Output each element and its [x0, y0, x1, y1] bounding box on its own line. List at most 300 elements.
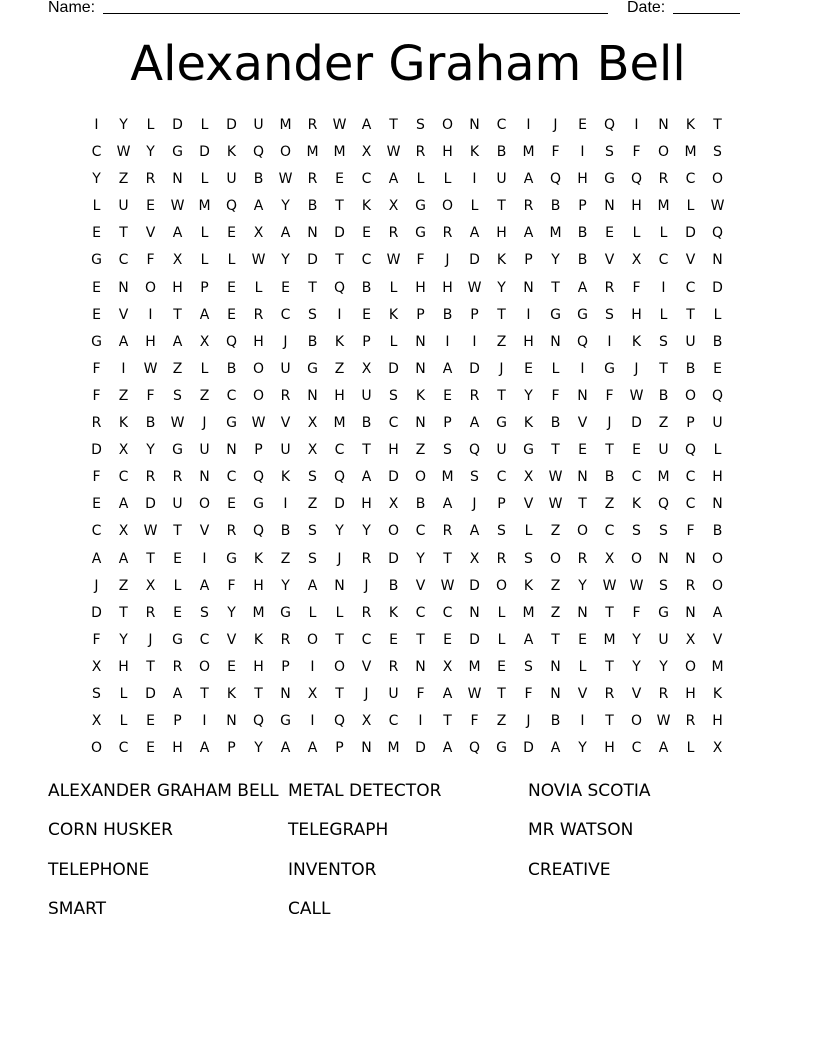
grid-letter: T	[605, 658, 614, 675]
grid-letter: E	[389, 631, 398, 648]
grid-letter: Q	[711, 387, 724, 404]
grid-letter: T	[416, 631, 425, 648]
grid-letter: Z	[550, 523, 561, 540]
grid-letter: F	[632, 144, 641, 161]
grid-letter: O	[441, 117, 454, 133]
grid-letter: A	[523, 171, 534, 188]
grid-letter: T	[173, 306, 182, 323]
grid-letter: W	[548, 496, 563, 513]
grid-letter: H	[442, 279, 453, 296]
grid-letter: R	[469, 387, 480, 404]
grid-letter: R	[145, 171, 156, 188]
grid-letter: V	[199, 523, 210, 540]
grid-letter: A	[91, 550, 102, 567]
grid-letter: A	[523, 225, 534, 242]
grid-letter: E	[578, 631, 587, 648]
grid-letter: K	[361, 198, 372, 215]
grid-letter: L	[335, 604, 344, 621]
grid-letter: Y	[227, 604, 236, 621]
grid-letter: B	[577, 225, 588, 242]
grid-letter: Z	[334, 360, 345, 377]
grid-letter: M	[333, 144, 346, 161]
grid-letter: Z	[307, 496, 318, 513]
grid-letter: N	[226, 713, 237, 730]
grid-letter: R	[577, 550, 588, 567]
grid-letter: J	[148, 631, 153, 648]
grid-letter: S	[605, 306, 614, 323]
grid-letter: B	[280, 523, 291, 540]
grid-letter: A	[550, 740, 561, 757]
grid-letter: C	[496, 469, 507, 486]
grid-letter: N	[307, 387, 318, 404]
grid-letter: P	[281, 658, 290, 675]
grid-letter: S	[443, 442, 452, 459]
grid-letter: E	[227, 306, 236, 323]
grid-letter: R	[361, 550, 372, 567]
grid-letter: F	[227, 577, 236, 594]
grid-letter: J	[94, 577, 99, 594]
grid-letter: D	[307, 252, 318, 269]
grid-letter: R	[280, 631, 291, 648]
grid-letter: T	[497, 198, 506, 215]
grid-letter: I	[472, 171, 477, 188]
grid-letter: R	[415, 144, 426, 161]
grid-letter: C	[199, 631, 210, 648]
grid-letter: E	[632, 442, 641, 459]
grid-letter: K	[253, 550, 264, 567]
grid-letter: R	[172, 469, 183, 486]
grid-letter: R	[307, 171, 318, 188]
grid-letter: E	[146, 740, 155, 757]
grid-letter: Q	[657, 496, 670, 513]
grid-letter: S	[173, 387, 182, 404]
grid-letter: E	[443, 631, 452, 648]
grid-letter: C	[685, 171, 696, 188]
grid-letter: Y	[254, 740, 263, 757]
grid-letter: Y	[146, 144, 155, 161]
grid-letter: M	[522, 144, 535, 161]
grid-letter: F	[92, 469, 101, 486]
grid-letter: P	[686, 415, 695, 432]
grid-letter: I	[310, 713, 315, 730]
grid-letter: H	[523, 333, 534, 350]
grid-letter: Y	[578, 577, 587, 594]
grid-letter: I	[634, 117, 639, 133]
grid-letter: X	[199, 333, 210, 350]
grid-letter: M	[684, 144, 697, 161]
grid-letter: P	[200, 279, 209, 296]
grid-letter: H	[442, 144, 453, 161]
grid-letter: W	[386, 252, 401, 269]
grid-letter: T	[686, 306, 695, 323]
grid-letter: K	[631, 496, 642, 513]
grid-letter: P	[335, 740, 344, 757]
grid-letter: A	[172, 333, 183, 350]
grid-letter: T	[335, 252, 344, 269]
grid-letter: K	[712, 685, 723, 702]
grid-letter: X	[91, 658, 102, 675]
grid-letter: Z	[496, 713, 507, 730]
grid-letter: W	[467, 685, 482, 702]
grid-letter: F	[686, 523, 695, 540]
grid-letter: T	[146, 550, 155, 567]
grid-letter: A	[442, 496, 453, 513]
grid-letter: B	[712, 333, 723, 350]
grid-letter: Z	[118, 577, 129, 594]
grid-letter: Z	[658, 415, 669, 432]
grid-letter: Q	[333, 279, 346, 296]
grid-letter: D	[226, 117, 237, 133]
grid-letter: D	[388, 550, 399, 567]
grid-letter: Y	[362, 523, 371, 540]
grid-letter: H	[172, 279, 183, 296]
grid-letter: N	[577, 604, 588, 621]
grid-letter: C	[631, 469, 642, 486]
grid-letter: M	[387, 740, 400, 757]
grid-letter: B	[226, 360, 237, 377]
grid-letter: N	[712, 496, 723, 513]
grid-letter: Y	[119, 117, 128, 133]
grid-letter: E	[524, 360, 533, 377]
grid-letter: V	[577, 415, 588, 432]
grid-letter: U	[658, 631, 669, 648]
grid-letter: K	[496, 252, 507, 269]
grid-letter: L	[497, 631, 506, 648]
grid-letter: C	[280, 306, 291, 323]
grid-letter: L	[470, 198, 479, 215]
grid-letter: W	[710, 198, 725, 215]
grid-letter: V	[145, 225, 156, 242]
grid-letter: S	[308, 469, 317, 486]
grid-letter: W	[386, 144, 401, 161]
grid-letter: Z	[118, 171, 129, 188]
grid-letter: X	[172, 252, 183, 269]
grid-letter: F	[92, 387, 101, 404]
grid-letter: O	[252, 360, 265, 377]
grid-letter: E	[227, 225, 236, 242]
grid-letter: W	[440, 577, 455, 594]
grid-letter: S	[659, 577, 668, 594]
grid-letter: E	[173, 550, 182, 567]
word-list-item: INVENTOR	[288, 859, 377, 880]
grid-letter: A	[172, 685, 183, 702]
grid-letter: H	[118, 658, 129, 675]
grid-letter: X	[388, 496, 399, 513]
grid-letter: V	[226, 631, 237, 648]
grid-letter: H	[712, 713, 723, 730]
grid-letter: D	[469, 631, 480, 648]
grid-letter: I	[445, 333, 450, 350]
grid-letter: E	[92, 496, 101, 513]
grid-letter: S	[200, 604, 209, 621]
grid-letter: Y	[632, 631, 641, 648]
grid-letter: U	[280, 442, 291, 459]
grid-letter: M	[198, 198, 211, 215]
grid-letter: Y	[281, 198, 290, 215]
grid-letter: Y	[632, 658, 641, 675]
grid-letter: B	[604, 469, 615, 486]
grid-letter: B	[685, 360, 696, 377]
grid-letter: D	[523, 740, 534, 757]
grid-letter: Q	[630, 171, 643, 188]
grid-letter: N	[469, 117, 480, 133]
grid-letter: O	[711, 550, 724, 567]
grid-letter: Y	[578, 740, 587, 757]
grid-letter: Q	[252, 713, 265, 730]
grid-letter: K	[388, 306, 399, 323]
grid-letter: T	[497, 685, 506, 702]
grid-letter: Y	[524, 387, 533, 404]
grid-letter: I	[580, 360, 585, 377]
grid-letter: X	[361, 360, 372, 377]
grid-letter: U	[388, 685, 399, 702]
grid-letter: K	[334, 333, 345, 350]
grid-letter: C	[91, 144, 102, 161]
grid-letter: A	[253, 198, 264, 215]
grid-letter: D	[415, 740, 426, 757]
grid-letter: H	[361, 496, 372, 513]
grid-letter: N	[280, 685, 291, 702]
grid-letter: R	[685, 713, 696, 730]
grid-letter: G	[172, 442, 183, 459]
name-label: Name:	[48, 0, 96, 16]
grid-letter: W	[467, 279, 482, 296]
grid-letter: Y	[335, 523, 344, 540]
grid-letter: X	[388, 198, 399, 215]
grid-letter: Q	[252, 523, 265, 540]
grid-letter: S	[470, 469, 479, 486]
word-list-item: TELEGRAPH	[288, 820, 389, 841]
grid-letter: A	[199, 577, 210, 594]
grid-letter: J	[202, 415, 207, 432]
grid-letter: Y	[659, 658, 668, 675]
grid-letter: U	[658, 442, 669, 459]
grid-letter: O	[144, 279, 157, 296]
grid-letter: X	[118, 523, 129, 540]
grid-letter: E	[443, 387, 452, 404]
grid-letter: N	[550, 333, 561, 350]
grid-letter: M	[603, 631, 616, 648]
grid-letter: R	[388, 658, 399, 675]
grid-letter: S	[416, 117, 425, 133]
grid-letter: G	[577, 306, 588, 323]
grid-letter: E	[227, 658, 236, 675]
grid-letter: K	[469, 144, 480, 161]
grid-letter: N	[172, 171, 183, 188]
grid-letter: G	[415, 225, 426, 242]
grid-letter: K	[118, 415, 129, 432]
grid-letter: J	[283, 333, 288, 350]
grid-letter: L	[200, 225, 209, 242]
grid-letter: T	[551, 631, 560, 648]
grid-letter: C	[361, 631, 372, 648]
grid-letter: N	[415, 360, 426, 377]
grid-letter: B	[658, 387, 669, 404]
grid-letter: Q	[252, 144, 265, 161]
grid-letter: M	[711, 658, 724, 675]
grid-letter: G	[658, 604, 669, 621]
grid-letter: H	[172, 740, 183, 757]
grid-letter: W	[170, 415, 185, 432]
grid-letter: W	[278, 171, 293, 188]
grid-letter: Q	[468, 442, 481, 459]
grid-letter: S	[659, 523, 668, 540]
grid-letter: C	[685, 496, 696, 513]
grid-letter: A	[469, 523, 480, 540]
grid-letter: L	[389, 333, 398, 350]
grid-letter: X	[307, 442, 318, 459]
grid-letter: M	[468, 658, 481, 675]
grid-letter: F	[146, 387, 155, 404]
grid-letter: H	[145, 333, 156, 350]
grid-letter: R	[253, 306, 264, 323]
grid-letter: K	[685, 117, 696, 133]
grid-letter: B	[361, 415, 372, 432]
grid-letter: F	[632, 604, 641, 621]
grid-letter: U	[199, 442, 210, 459]
grid-letter: Y	[416, 550, 425, 567]
grid-letter: O	[252, 387, 265, 404]
grid-letter: C	[388, 713, 399, 730]
grid-letter: X	[469, 550, 480, 567]
grid-letter: C	[91, 523, 102, 540]
grid-letter: H	[388, 442, 399, 459]
grid-letter: C	[334, 442, 345, 459]
grid-letter: L	[119, 713, 128, 730]
grid-letter: X	[91, 713, 102, 730]
grid-letter: E	[497, 658, 506, 675]
grid-letter: K	[523, 415, 534, 432]
grid-letter: M	[441, 469, 454, 486]
grid-letter: I	[94, 117, 99, 133]
grid-letter: K	[523, 577, 534, 594]
grid-letter: E	[92, 225, 101, 242]
grid-letter: T	[605, 442, 614, 459]
grid-letter: W	[602, 577, 617, 594]
word-list-item: NOVIA SCOTIA	[528, 781, 651, 801]
grid-letter: Z	[604, 496, 615, 513]
grid-letter: D	[199, 144, 210, 161]
grid-letter: S	[308, 306, 317, 323]
grid-letter: C	[226, 469, 237, 486]
grid-letter: E	[362, 306, 371, 323]
grid-letter: T	[362, 442, 371, 459]
grid-letter: L	[659, 225, 668, 242]
grid-letter: L	[686, 198, 695, 215]
grid-letter: D	[145, 496, 156, 513]
grid-letter: T	[308, 279, 317, 296]
grid-letter: R	[280, 387, 291, 404]
grid-letter: O	[441, 198, 454, 215]
header-row	[48, 0, 748, 20]
grid-letter: T	[173, 523, 182, 540]
grid-letter: B	[307, 198, 318, 215]
grid-letter: N	[577, 469, 588, 486]
grid-letter: S	[605, 144, 614, 161]
grid-letter: P	[470, 306, 479, 323]
grid-letter: N	[361, 740, 372, 757]
grid-letter: I	[472, 333, 477, 350]
grid-letter: V	[631, 685, 642, 702]
grid-letter: A	[577, 279, 588, 296]
grid-letter: K	[631, 333, 642, 350]
grid-letter: K	[253, 631, 264, 648]
grid-letter: W	[629, 577, 644, 594]
grid-letter: F	[92, 631, 101, 648]
grid-letter: J	[607, 415, 612, 432]
grid-letter: A	[469, 415, 480, 432]
grid-letter: P	[443, 415, 452, 432]
grid-letter: W	[143, 523, 158, 540]
grid-letter: J	[364, 577, 369, 594]
grid-letter: M	[657, 469, 670, 486]
word-list-item: SMART	[48, 899, 107, 920]
grid-letter: C	[118, 469, 129, 486]
grid-letter: F	[416, 685, 425, 702]
grid-letter: W	[548, 469, 563, 486]
grid-letter: E	[92, 306, 101, 323]
grid-letter: N	[415, 658, 426, 675]
grid-letter: S	[308, 523, 317, 540]
grid-letter: L	[389, 279, 398, 296]
grid-letter: Y	[497, 279, 506, 296]
grid-letter: F	[524, 685, 533, 702]
grid-letter: R	[658, 685, 669, 702]
grid-letter: T	[254, 685, 263, 702]
grid-letter: H	[631, 306, 642, 323]
grid-letter: J	[337, 550, 342, 567]
grid-letter: A	[442, 360, 453, 377]
grid-letter: P	[254, 442, 263, 459]
grid-letter: X	[604, 550, 615, 567]
grid-letter: C	[415, 604, 426, 621]
grid-letter: F	[632, 279, 641, 296]
grid-letter: P	[227, 740, 236, 757]
grid-letter: O	[711, 171, 724, 188]
word-list-item: TELEPHONE	[48, 859, 150, 880]
grid-letter: U	[496, 442, 507, 459]
grid-letter: G	[550, 306, 561, 323]
grid-letter: A	[658, 740, 669, 757]
grid-letter: M	[252, 604, 265, 621]
grid-letter: H	[334, 387, 345, 404]
grid-letter: C	[631, 740, 642, 757]
grid-letter: O	[90, 740, 103, 757]
grid-letter: G	[253, 496, 264, 513]
grid-letter: V	[604, 252, 615, 269]
grid-letter: C	[658, 252, 669, 269]
grid-letter: O	[711, 577, 724, 594]
grid-letter: M	[333, 415, 346, 432]
grid-letter: W	[116, 144, 131, 161]
grid-letter: C	[685, 469, 696, 486]
grid-letter: B	[415, 496, 426, 513]
grid-letter: L	[200, 171, 209, 188]
grid-letter: F	[470, 713, 479, 730]
grid-letter: A	[712, 604, 723, 621]
grid-letter: I	[526, 306, 531, 323]
grid-letter: X	[685, 631, 696, 648]
grid-letter: J	[553, 117, 558, 133]
grid-letter: Y	[551, 252, 560, 269]
grid-letter: B	[496, 144, 507, 161]
grid-letter: Z	[280, 550, 291, 567]
grid-letter: B	[712, 523, 723, 540]
grid-letter: D	[145, 685, 156, 702]
grid-letter: L	[173, 577, 182, 594]
grid-letter: G	[280, 713, 291, 730]
grid-letter: H	[415, 279, 426, 296]
